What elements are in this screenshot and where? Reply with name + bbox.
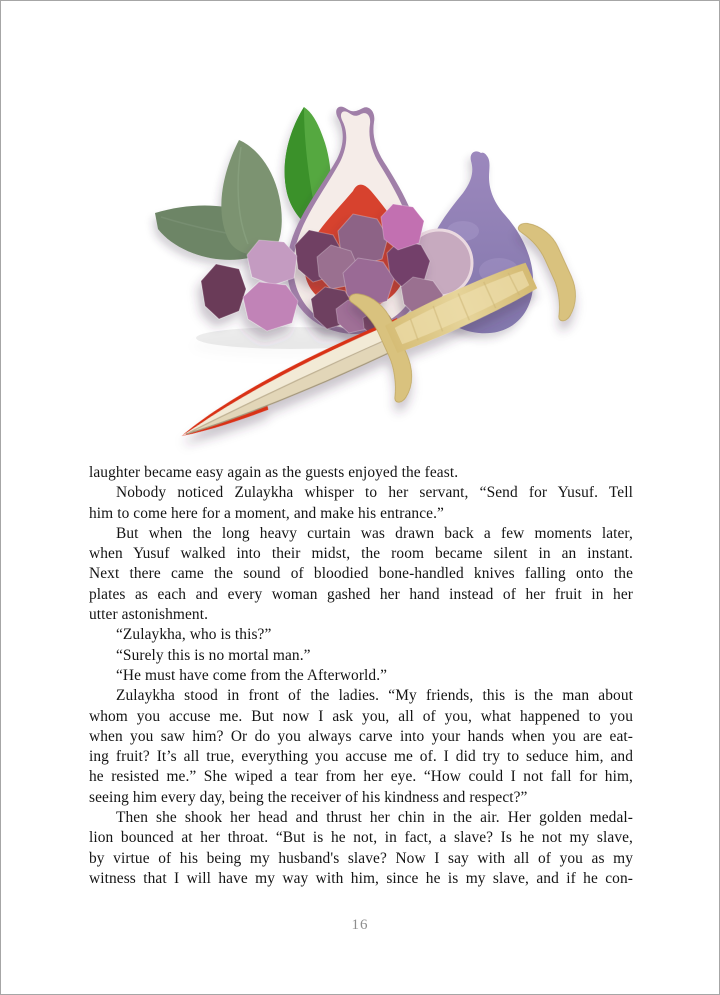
text-line: when you saw him? Or do you always carve into your hands when you are eat- — [89, 727, 633, 745]
text-line: Nobody noticed Zulaykha whisper to her servant, “Send for Yusuf. Tell — [116, 484, 633, 502]
text-line: plates as each and every woman gashed her hand instead of her fruit in her — [89, 585, 633, 603]
text-line: laughter became easy again as the guests enjoyed the feast. — [89, 464, 459, 481]
text-line: utter astonishment. — [89, 606, 209, 624]
text-line: Next there came the sound of bloodied bone-handled knives falling onto the — [89, 565, 633, 583]
text-line: But when the long heavy curtain was drawn back a few moments later, — [116, 524, 633, 542]
text-line: “Zulaykha, who is this?” — [116, 626, 272, 644]
text-line: by virtue of his being my husband's slave? Now I say with all of you as my — [89, 849, 633, 867]
leaf-middle — [221, 140, 281, 255]
text-line: “He must have come from the Afterworld.” — [116, 666, 388, 684]
text-line: Zulaykha stood in front of the ladies. “My friends, this is the man about — [116, 687, 633, 705]
blade-lower — [185, 333, 407, 443]
text-block — [89, 463, 633, 889]
text-line: witness that I will have my way with him, since he is my slave, and if he con- — [89, 869, 633, 887]
fig-dagger-illustration — [61, 91, 621, 461]
text-line: whom you accuse me. But now I ask you, all of you, what happened to you — [89, 707, 633, 725]
text-line: he resisted me.” She wiped a tear from her eye. “How could I not fall for him, — [89, 768, 633, 786]
text-line: seeing him every day, being the receiver of his kindness and respect?” — [89, 788, 528, 806]
text-line: lion bounced at her throat. “But is he not, in fact, a slave? Is he not my slave, — [89, 829, 633, 847]
text-line: him to come here for a moment, and make his entrance.” — [89, 504, 444, 522]
text-line: Then she shook her head and thrust her chin in the air. Her golden medal- — [116, 809, 633, 827]
text-line: when Yusuf walked into their midst, the room became silent in an instant. — [89, 545, 633, 563]
text-line: “Surely this is no mortal man.” — [116, 646, 311, 664]
page-number: 16 — [351, 917, 369, 933]
text-line: ing fruit? It’s all true, everything you accuse me of. I did try to seduce him, and — [89, 748, 633, 766]
